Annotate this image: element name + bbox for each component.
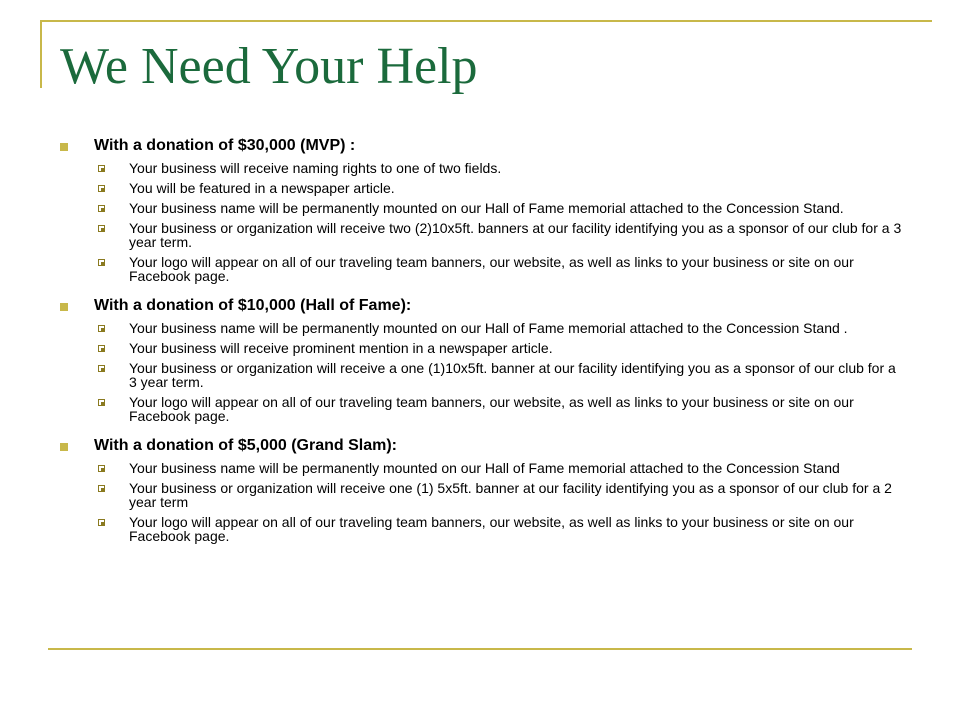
square-bullet-icon [60, 143, 68, 151]
benefit-item [60, 515, 906, 543]
benefit-text: Your business name will be permanently mounted on our Hall of Fame memorial attached to the Concession Stand . [129, 320, 848, 336]
hollow-square-bullet-icon [98, 345, 105, 352]
benefit-item [60, 201, 906, 215]
square-bullet-icon [60, 443, 68, 451]
benefit-item [60, 481, 906, 509]
benefit-item [60, 461, 906, 475]
benefit-item [60, 361, 906, 389]
tier-heading [60, 436, 906, 456]
tier-mvp [60, 136, 906, 283]
benefit-item [60, 341, 906, 355]
tier-heading-text: With a donation of $5,000 (Grand Slam): [94, 437, 397, 454]
bottom-divider [48, 648, 912, 650]
hollow-square-bullet-icon [98, 259, 105, 266]
hollow-square-bullet-icon [98, 205, 105, 212]
benefit-text: Your business or organization will receive a one (1)10x5ft. banner at our facility identifying you as a sponsor of our club for a 3 year term. [129, 360, 896, 390]
slide-title: We Need Your Help [60, 38, 478, 95]
square-bullet-icon [60, 303, 68, 311]
tier-hall-of-fame [60, 296, 906, 423]
hollow-square-bullet-icon [98, 225, 105, 232]
tier-heading-text: With a donation of $10,000 (Hall of Fame): [94, 297, 412, 314]
benefit-text: Your business name will be permanently mounted on our Hall of Fame memorial attached to the Concession Stand. [129, 200, 844, 216]
benefit-text: Your business or organization will receive two (2)10x5ft. banners at our facility identifying you as a sponsor of our club for a 3 year term. [129, 220, 902, 250]
benefit-item [60, 321, 906, 335]
hollow-square-bullet-icon [98, 399, 105, 406]
benefit-text: Your logo will appear on all of our traveling team banners, our website, as well as links to your business or site on our Facebook page. [129, 254, 854, 284]
title-side-divider [40, 20, 42, 88]
tier-heading-text: With a donation of $30,000 (MVP) : [94, 137, 356, 154]
benefit-item [60, 161, 906, 175]
benefit-text: Your logo will appear on all of our traveling team banners, our website, as well as links to your business or site on our Facebook page. [129, 394, 854, 424]
benefit-text: Your business will receive prominent mention in a newspaper article. [129, 340, 553, 356]
hollow-square-bullet-icon [98, 365, 105, 372]
slide-body [60, 136, 906, 556]
benefit-text: You will be featured in a newspaper article. [129, 180, 395, 196]
benefit-list [60, 161, 906, 283]
benefit-item [60, 395, 906, 423]
hollow-square-bullet-icon [98, 185, 105, 192]
hollow-square-bullet-icon [98, 325, 105, 332]
benefit-list [60, 461, 906, 543]
benefit-text: Your logo will appear on all of our traveling team banners, our website, as well as links to your business or site on our Facebook page. [129, 514, 854, 544]
benefit-text: Your business or organization will receive one (1) 5x5ft. banner at our facility identifying you as a sponsor of our club for a 2 year term [129, 480, 892, 510]
hollow-square-bullet-icon [98, 165, 105, 172]
hollow-square-bullet-icon [98, 519, 105, 526]
benefit-text: Your business name will be permanently mounted on our Hall of Fame memorial attached to the Concession Stand [129, 460, 840, 476]
tier-heading [60, 136, 906, 156]
benefit-text: Your business will receive naming rights to one of two fields. [129, 160, 502, 176]
top-divider [40, 20, 932, 22]
benefit-item [60, 255, 906, 283]
benefit-item [60, 181, 906, 195]
hollow-square-bullet-icon [98, 465, 105, 472]
tier-heading [60, 296, 906, 316]
benefit-list [60, 321, 906, 423]
tier-grand-slam [60, 436, 906, 543]
hollow-square-bullet-icon [98, 485, 105, 492]
benefit-item [60, 221, 906, 249]
